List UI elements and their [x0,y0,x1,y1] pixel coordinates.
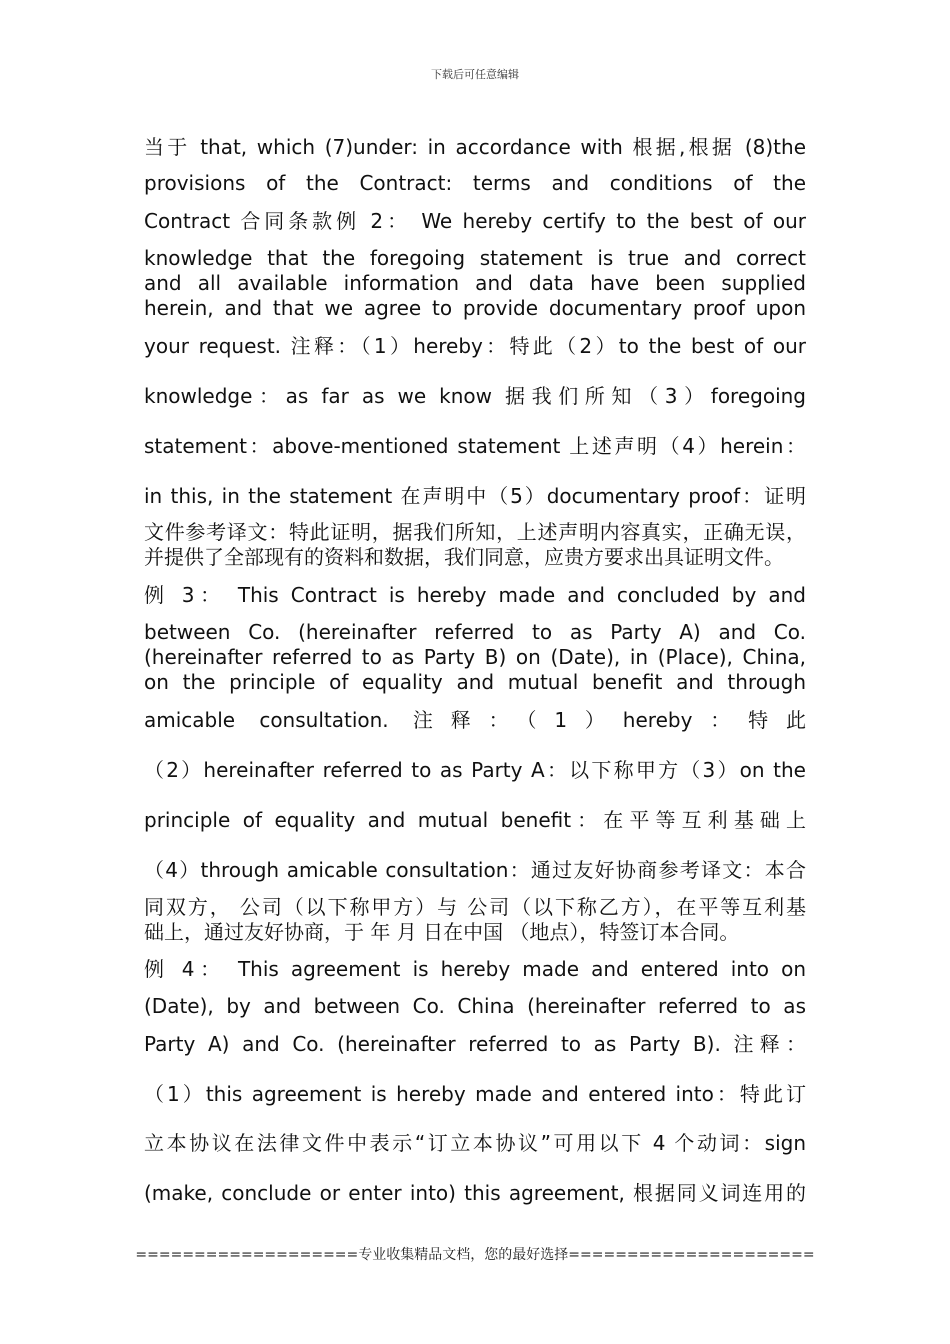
text-line-8: knowledge：as far as we know 据我们所知（3）foregoing [144,384,806,408]
text-line-3: Contract 合同条款例 2： We hereby certify to the best of our [144,209,806,233]
text-line-11: 文件参考译文：特此证明，据我们所知，上述声明内容真实，正确无误， [144,520,806,544]
text-line-28: (make, conclude or enter into) this agreement, 根据同义词连用的 [144,1181,806,1205]
page-footer: ===================专业收集精品文档，您的最好选择===================== [135,1247,815,1263]
text-line-22: 础上，通过友好协商，于 年 月 日在中国 （地点），特签订本合同。 [144,920,740,944]
text-line-4: knowledge that the foregoing statement is true and correct [144,246,806,270]
text-line-20: （4）through amicable consultation：通过友好协商参考译文：本合 [144,858,806,882]
text-line-19: principle of equality and mutual benefit：在平等互利基础上 [144,808,806,832]
text-line-7: your request. 注释：（1）hereby：特此（2）to the best of our [144,334,806,358]
text-line-2: provisions of the Contract: terms and conditions of the [144,171,806,195]
text-line-9: statement：above-mentioned statement 上述声明（4）herein： [144,434,806,458]
text-line-12: 并提供了全部现有的资料和数据，我们同意，应贵方要求出具证明文件。 [144,545,784,569]
text-line-24: (Date), by and between Co. China (hereinafter referred to as [144,994,806,1018]
text-line-25: Party A) and Co. (hereinafter referred to as Party B). 注释： [144,1032,806,1056]
text-line-21: 同双方， 公司（以下称甲方）与 公司（以下称乙方），在平等互利基 [144,895,806,919]
text-line-16: on the principle of equality and mutual benefit and through [144,670,806,694]
text-line-15: (hereinafter referred to as Party B) on (Date), in (Place), China, [144,645,806,669]
page-header: 下载后可任意编辑 [431,68,519,81]
text-line-13: 例 3： This Contract is hereby made and concluded by and [144,583,806,607]
text-line-23: 例 4： This agreement is hereby made and entered into on [144,957,806,981]
text-line-18: （2）hereinafter referred to as Party A：以下称甲方（3）on the [144,758,806,782]
text-line-17: amicable consultation. 注释：（1）hereby：特此 [144,708,806,732]
text-line-26: （1）this agreement is hereby made and entered into：特此订 [144,1082,806,1106]
text-line-1: 当于 that, which (7)under: in accordance with 根据,根据 (8)the [144,135,806,159]
text-line-27: 立本协议在法律文件中表示“订立本协议”可用以下 4 个动词：sign [144,1131,806,1155]
text-line-5: and all available information and data have been supplied [144,271,806,295]
text-line-14: between Co. (hereinafter referred to as Party A) and Co. [144,620,806,644]
text-line-6: herein, and that we agree to provide documentary proof upon [144,296,806,320]
text-line-10: in this, in the statement 在声明中（5）documentary proof：证明 [144,484,806,508]
